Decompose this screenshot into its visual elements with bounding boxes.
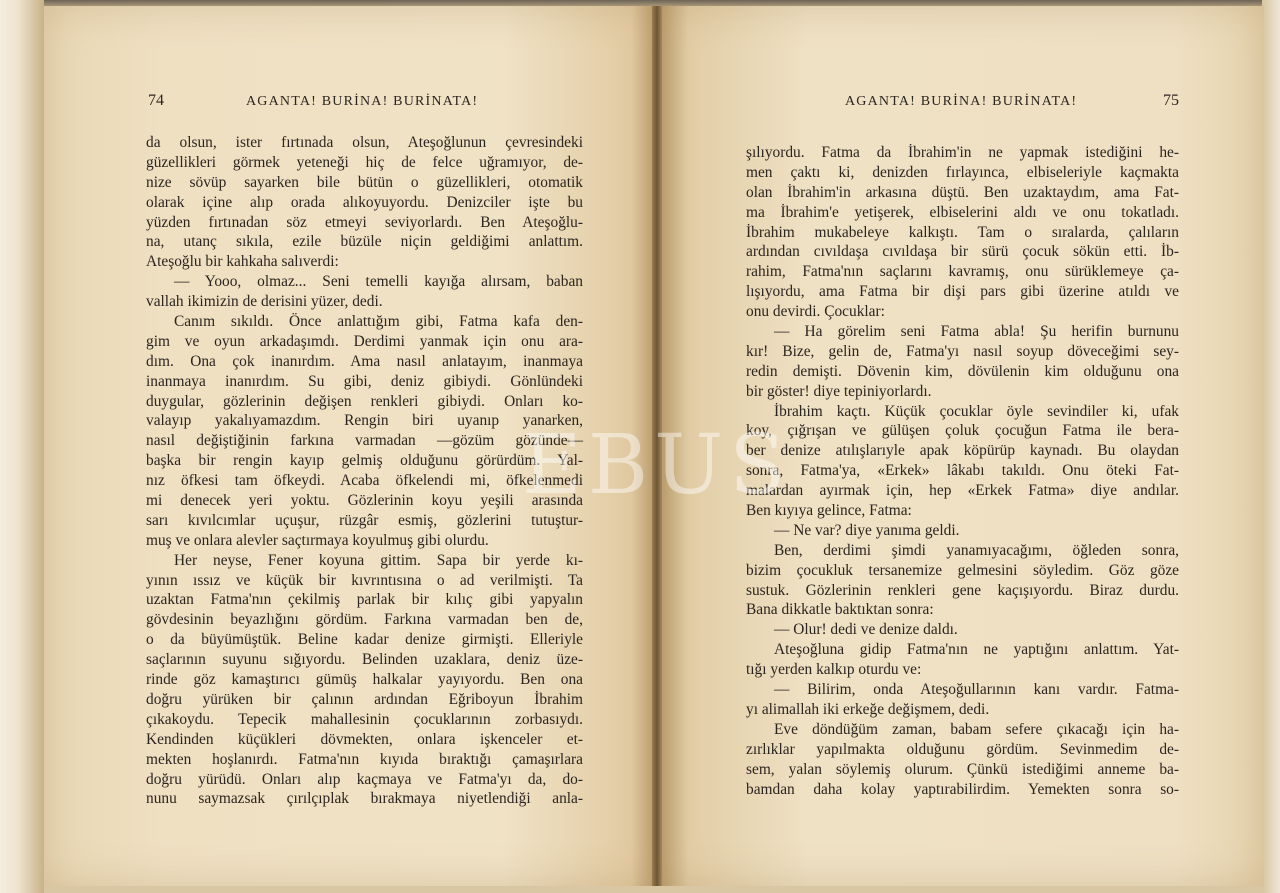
text-line: Ben, derdimi şimdi yanamıyacağımı, öğleden sonra,: [774, 541, 1179, 559]
text-line: İbrahim mukabeleye kalkıştı. Tam o sıralarda, çalıların: [746, 223, 1179, 241]
text-line: tığı yerden kalkıp oturdu ve:: [746, 661, 922, 679]
text-line: nız öfkesi tam öfkeydi. Acaba öfkelendi mi, öfkelenmedi: [146, 472, 583, 490]
text-line: ma İbrahim'e yetişerek, elbiselerini aldı ve onu tokatladı.: [746, 203, 1179, 221]
book-gutter: [652, 6, 662, 886]
text-line: Her neyse, Fener koyuna gittim. Sapa bir yerde kı-: [174, 551, 583, 569]
left-page-number: 74: [148, 92, 164, 109]
left-page-body: [146, 133, 583, 809]
text-line: mi denecek yeri yoktu. Gözlerinin koyu yeşili arasında: [146, 492, 583, 510]
text-line: sustuk. Gözlerinin renkleri gene kaçışıyordu. Biraz durdu.: [746, 581, 1179, 599]
text-line: yının ıssız ve küçük bir kıvrıntısına o ad verilmişti. Ta: [146, 571, 583, 589]
watermark: EBUS: [522, 418, 792, 513]
text-line: dım. Ona çok inanırdım. Ama nasıl anlatayım, inanmaya: [146, 352, 583, 370]
text-line: Kendinden küçükleri dövmekten, onlara işkenceler et-: [146, 730, 583, 748]
left-running-header: AGANTA! BURİNA! BURİNATA!: [246, 94, 479, 109]
text-line: bir göster! diye tepiniyorlardı.: [746, 382, 932, 400]
text-line: rinde göz kamaştırıcı gümüş halkalar yayıyordu. Ben ona: [146, 671, 583, 689]
text-line: sonra, Fatma'ya, «Erkek» lâkabı takıldı. Onu öteki Fat-: [746, 462, 1179, 480]
text-line: malardan ayırmak için, hep «Erkek Fatma» diye andılar.: [746, 482, 1179, 500]
text-line: nize sövüp sayarken bile bütün o güzellikleri, otomatik: [146, 173, 583, 191]
text-line: gim ve oyun arkadaşımdı. Derdimi yanmak için onu ara-: [146, 332, 583, 350]
text-line: — Bilirim, onda Ateşoğullarının kanı vardır. Fatma-: [774, 681, 1179, 699]
text-line: şılıyordu. Fatma da İbrahim'in ne yapmak istediğini he-: [746, 144, 1179, 161]
text-line: saçlarının suyunu sığıyordu. Belinden uzaklara, deniz üze-: [146, 651, 583, 669]
right-page-body: [746, 143, 1179, 799]
text-line: başka bir rengin kayıp gelmiş olduğunu görürdüm. Yal-: [146, 452, 583, 470]
page-edge-left: [0, 0, 44, 893]
text-line: — Ha görelim seni Fatma abla! Şu herifin burnunu: [774, 323, 1179, 341]
text-line: redin demişti. Dövenin kim, dövülenin kim olduğunu ona: [746, 362, 1179, 380]
text-line: — Yooo, olmaz... Seni temelli kayığa alırsam, baban: [174, 273, 583, 291]
text-line: yüzden fırtınadan söz etmeyi seviyorlardı. Ben Ateşoğlu-: [146, 213, 583, 231]
text-line: bamdan daha kolay yaptırabilirdim. Yemekten sonra so-: [746, 780, 1179, 798]
text-line: uzaktan Fatma'nın çekilmiş parlak bir kılıç gibi yapyalın: [146, 591, 583, 609]
text-line: gövdesinin beyazlığını gördüm. Farkına varmadan ben de,: [146, 611, 583, 629]
text-line: onu devirdi. Çocuklar:: [746, 303, 885, 321]
text-line: mekten hoşlanırdı. Fatma'nın kıyıda bıraktığı çamaşırlara: [146, 750, 583, 768]
text-line: valayıp yakalıyamazdım. Rengin biri uyanıp yanarken,: [146, 412, 583, 430]
text-line: o da büyümüştük. Beline kadar denize girmişti. Elleriyle: [146, 631, 583, 649]
text-line: muş ve onlara alevler saçtırmaya koyulmuş gibi olurdu.: [146, 531, 489, 549]
text-line: doğru yürüdü. Onları alıp kaçmaya ve Fatma'yı da, do-: [146, 770, 583, 788]
text-line: — Ne var? diye yanıma geldi.: [774, 521, 960, 539]
text-line: lışıyordu, ama Fatma bir dişi pars gibi üzerine atıldı ve: [746, 283, 1179, 301]
text-line: koy, çığrışan ve gülüşen çoluk çocuğun Fatma ile bera-: [746, 422, 1179, 440]
text-line: Ateşoğlu bir kahkaha salıverdi:: [146, 253, 339, 271]
page-edge-right: [1262, 0, 1280, 893]
text-line: rahim, Fatma'nın saçlarını kavramış, onu sürüklemeye ça-: [746, 263, 1179, 281]
text-line: Ateşoğluna gidip Fatma'nın ne yaptığını anlattım. Yat-: [774, 641, 1179, 659]
text-line: men çaktı ki, denizden fırlayınca, elbiseleriyle kaçmakta: [746, 163, 1179, 181]
text-line: İbrahim kaçtı. Küçük çocuklar öyle sevindiler ki, ufak: [774, 402, 1179, 420]
text-line: bizim çocukluk tersanemize gelmesini söyledim. Göz göze: [746, 561, 1179, 579]
text-line: doğru yürüken bir çalının ardından Eğriboyun İbrahim: [146, 690, 583, 708]
text-line: yı alimallah iki erkeğe değişmem, dedi.: [746, 700, 990, 718]
text-line: zırlıklar yapılmakta olduğunu gördüm. Sevinmedim de-: [746, 740, 1179, 758]
text-line: da olsun, ister fırtınada olsun, Ateşoğlunun çevresindeki: [146, 134, 583, 151]
text-line: inanmaya inanırdım. Su gibi, deniz gibiydi. Gönlündeki: [146, 372, 583, 390]
text-line: vallah ikimizin de derisini yüzer, dedi.: [146, 293, 383, 311]
text-line: olan İbrahim'in arkasına düştü. Ben uzaktaydım, ama Fat-: [746, 183, 1179, 201]
text-line: çıkakoydu. Tepecik mahallesinin çocuklarının zorbasıydı.: [146, 710, 583, 728]
text-line: olarak içine alıp orada alıkoyuyordu. Denizciler işte bu: [146, 193, 583, 211]
text-line: Bana dikkatle baktıktan sonra:: [746, 601, 934, 619]
text-line: Ben kıyıya gelince, Fatma:: [746, 502, 912, 520]
text-line: Eve döndüğüm zaman, babam sefere çıkacağı için ha-: [774, 720, 1179, 738]
text-line: ardından cıvıldaşa cıvıldaşa bir sürü çocuk sökün etti. İb-: [746, 243, 1179, 261]
text-line: Canım sıkıldı. Önce anlattığım gibi, Fatma kafa den-: [174, 313, 583, 331]
text-line: nunu saymazsak çırılçıplak bırakmaya niyetlendiği anla-: [146, 790, 583, 808]
right-page-number: 75: [1163, 92, 1179, 109]
text-line: na, utanç sıkıla, ezile büzüle niçin geldiğimi anlattım.: [146, 233, 583, 251]
text-line: — Olur! dedi ve denize daldı.: [774, 621, 958, 639]
text-line: ber denize atılışlarıyle apak köpürüp kaynadı. Bu olaydan: [746, 442, 1179, 460]
text-line: sarı kıvılcımlar uçuşur, rüzgâr esmiş, gözlerini tutuştur-: [146, 511, 583, 529]
text-line: güzellikleri görmek yeteneği hiç de felce uğramıyor, de-: [146, 153, 583, 171]
text-line: nasıl değiştiğinin farkına varmadan —gözüm gözünde—: [146, 432, 583, 450]
text-line: sem, yalan söylemiş olurum. Çünkü istediğimi anneme ba-: [746, 760, 1179, 778]
right-running-header: AGANTA! BURİNA! BURİNATA!: [845, 94, 1078, 109]
text-line: kır! Bize, gelin de, Fatma'yı nasıl soyup döveceğimi sey-: [746, 342, 1179, 360]
text-line: duygular, gözlerinin değişen renkleri gibiydi. Onları ko-: [146, 392, 583, 410]
